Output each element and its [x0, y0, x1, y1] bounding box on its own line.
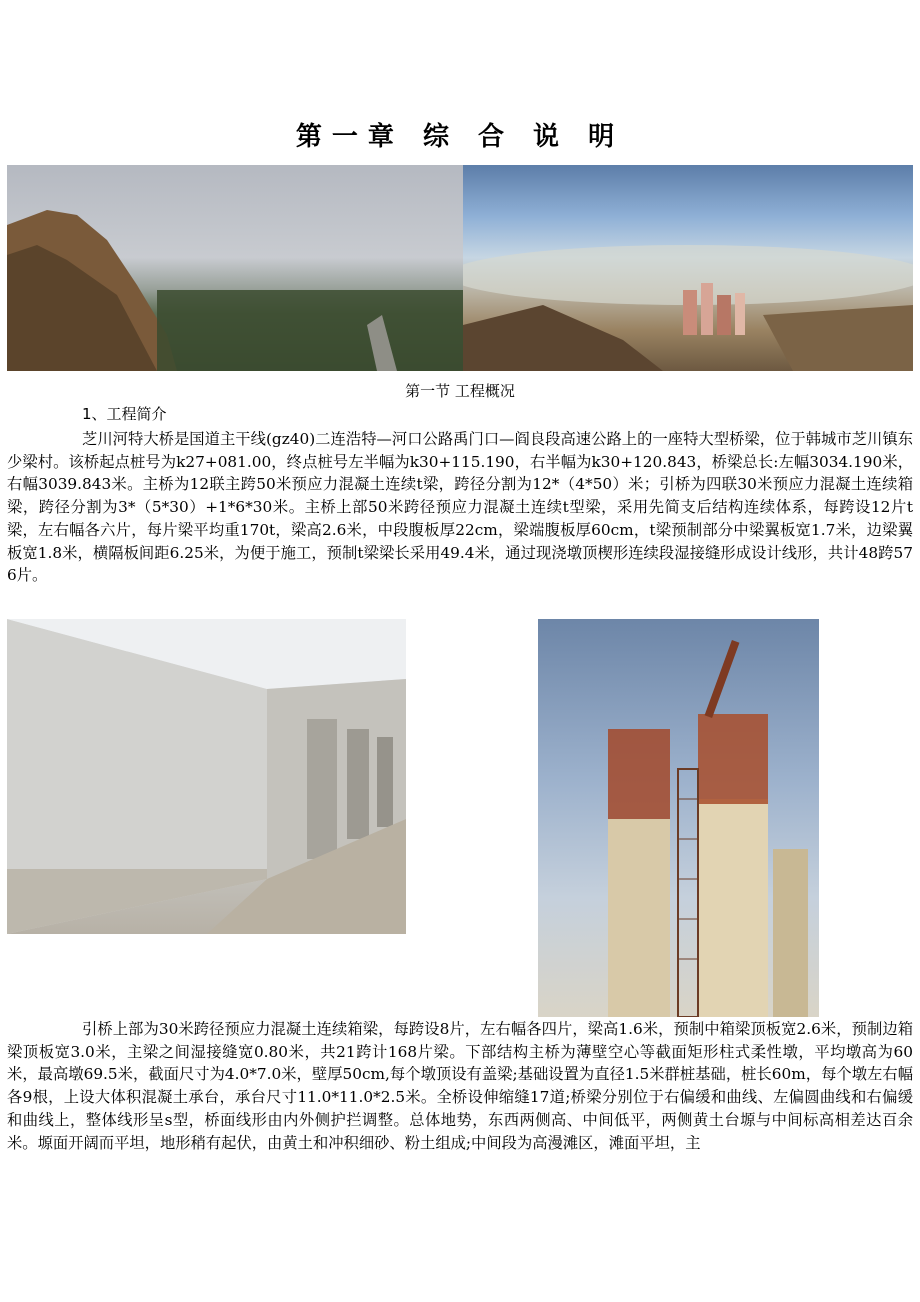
landscape-photo-right: [463, 165, 913, 371]
section-title: 第一节 工程概况: [405, 382, 515, 400]
chapter-title: 第一章 综 合 说 明: [295, 122, 625, 152]
subsection-heading: 1、工程简介: [82, 405, 167, 423]
landscape-photo-left: [7, 165, 463, 371]
bridge-girder-photo: [7, 619, 406, 934]
paragraph-project-overview: 芝川河特大桥是国道主干线(gz40)二连浩特—河口公路禹门口—阎良段高速公路上的一座特大型桥梁，位于韩城市芝川镇东少梁村。该桥起点桩号为k27+081.00，终点桩号左半幅为k30+115.190，右半幅为k30+120.843，桥梁总长:左幅3034.190米，右幅3039.843米。主桥为12联主跨50米预应力混凝土连续t梁，跨径分割为12*（4*50）米；引桥为四联30米预应力混凝土连续箱梁，跨径分割为3*（5*30）+1*6*30米。主桥上部50米跨径预应力混凝土连续t型梁，采用先简支后结构连续体系，每跨设12片t梁，左右幅各六片，每片梁平均重170t，梁高2.6米，中段腹板厚22cm，梁端腹板厚60cm，t梁预制部分中梁翼板宽1.7米，边梁翼板宽1.8米，横隔板间距6.25米，为便于施工，预制t梁梁长采用49.4米，通过现浇墩顶楔形连续段湿接缝形成设计线形，共计48跨576片。: [7, 430, 913, 585]
bridge-piers-photo: [538, 619, 819, 1017]
paragraph-approach-bridge: 引桥上部为30米跨径预应力混凝土连续箱梁，每跨设8片，左右幅各四片，梁高1.6米，预制中箱梁顶板宽2.6米，预制边箱梁顶板宽3.0米，主梁之间湿接缝宽0.80米，共21跨计168片梁。下部结构主桥为薄壁空心等截面矩形柱式柔性墩，平均墩高为60米，最高墩69.5米，截面尺寸为4.0*7.0米，壁厚50cm,每个墩顶设有盖梁;基础设置为直径1.5米群桩基础，桩长60m，每个墩左右幅各9根，上设大体积混凝土承台，承台尺寸11.0*11.0*2.5米。全桥设伸缩缝17道;桥梁分别位于右偏缓和曲线、左偏圆曲线和右偏缓和曲线上，整体线形呈s型，桥面线形由内外侧护拦调整。总体地势，东西两侧高、中间低平，两侧黄土台塬与中间标高相差达百余米。塬面开阔而平坦，地形稍有起伏，由黄土和冲积细砂、粉土组成;中间段为高漫滩区，滩面平坦，主: [7, 1020, 913, 1152]
